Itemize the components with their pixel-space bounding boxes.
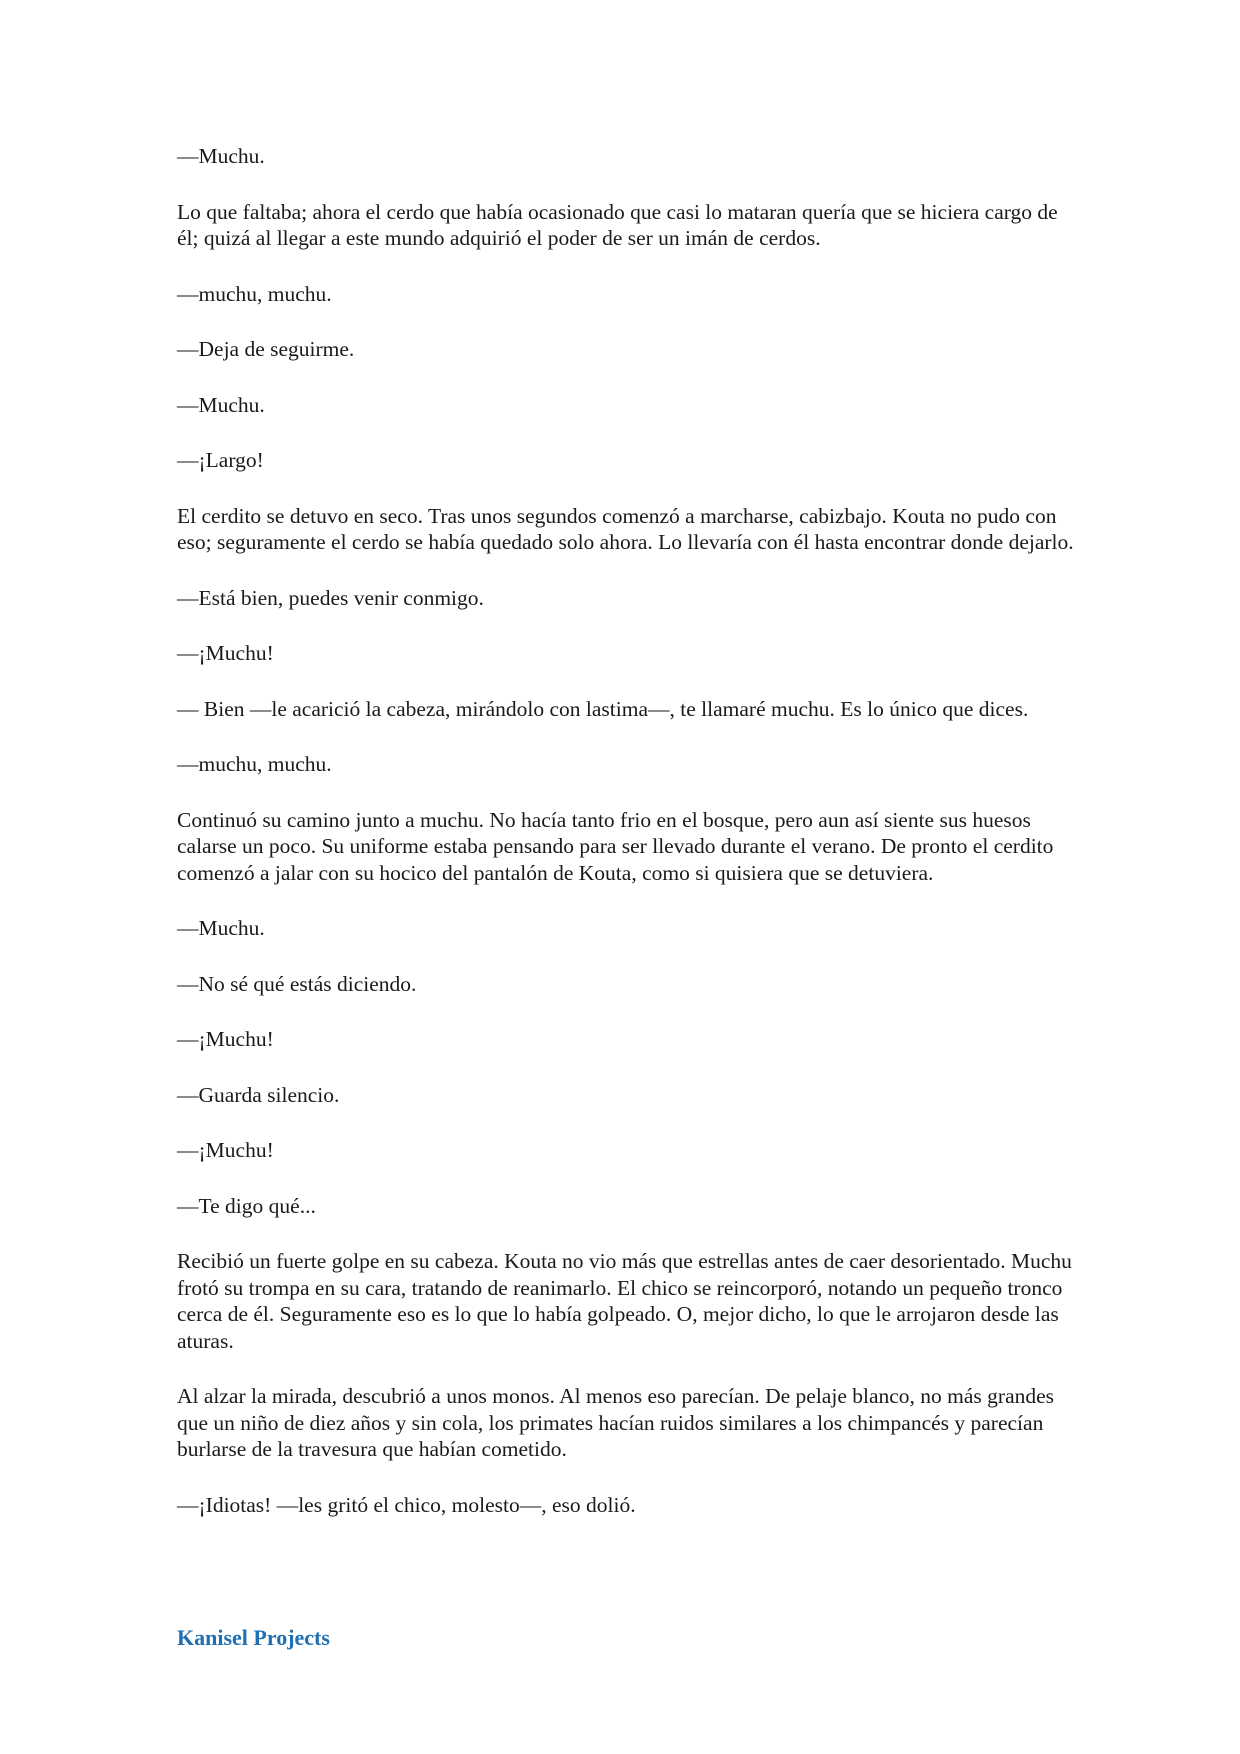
paragraph: —Deja de seguirme. <box>177 337 355 361</box>
paragraph: —¡Idiotas! —les gritó el chico, molesto—, eso dolió. <box>177 1492 636 1517</box>
paragraph: —Muchu. <box>177 392 265 417</box>
paragraph: Lo que faltaba; ahora el cerdo que había ocasionado que casi lo mataran quería que se hiciera cargo de él; quizá al llegar a este mundo adquirió el poder de ser un imán de cerdos. <box>177 199 1058 250</box>
paragraph: Continuó su camino junto a muchu. No hacía tanto frio en el bosque, pero aun así siente sus huesos calarse un poco. Su uniforme estaba pensando para ser llevado durante el verano. De pronto el cerdito comenzó a jalar con su hocico del pantalón de Kouta, como si quisiera que se detuviera. <box>177 807 1054 885</box>
paragraph: —¡Largo! <box>177 448 264 472</box>
paragraph: Al alzar la mirada, descubrió a unos monos. Al menos eso parecían. De pelaje blanco, no más grandes que un niño de diez años y sin cola, los primates hacían ruidos similares a los chimpancés y parecían burlarse de la travesura que habían cometido. <box>177 1384 1055 1461</box>
paragraph: —No sé qué estás diciendo. <box>177 971 417 996</box>
paragraph: —¡Muchu! <box>177 1027 274 1051</box>
paragraph: —¡Muchu! <box>177 1138 274 1162</box>
paragraph: —Muchu. <box>177 144 265 168</box>
paragraph: —Muchu. <box>177 916 265 940</box>
paragraph: —¡Muchu! <box>177 641 274 665</box>
paragraph: — Bien —le acarició la cabeza, mirándolo con lastima—, te llamaré muchu. Es lo único que dices. <box>177 696 1029 721</box>
paragraph: El cerdito se detuvo en seco. Tras unos segundos comenzó a marcharse, cabizbajo. Kouta no pudo con eso; seguramente el cerdo se había quedado solo ahora. Lo llevaría con él hasta encontrar donde dejarlo. <box>177 503 1074 554</box>
paragraph: —muchu, muchu. <box>177 752 332 776</box>
paragraph: —Guarda silencio. <box>177 1082 340 1107</box>
paragraph: —muchu, muchu. <box>177 281 332 306</box>
footer-credit: Kanisel Projects <box>177 1625 330 1650</box>
paragraph: —Te digo qué... <box>177 1193 316 1218</box>
paragraph: Recibió un fuerte golpe en su cabeza. Kouta no vio más que estrellas antes de caer desorientado. Muchu frotó su trompa en su cara, tratando de reanimarlo. El chico se reincorporó, notando un pequeño tronco cerca de él. Seguramente eso es lo que lo había golpeado. O, mejor dicho, lo que le arrojaron desde las aturas. <box>177 1249 1072 1353</box>
paragraph: —Está bien, puedes venir conmigo. <box>177 585 484 610</box>
document-body <box>177 143 1077 1547</box>
